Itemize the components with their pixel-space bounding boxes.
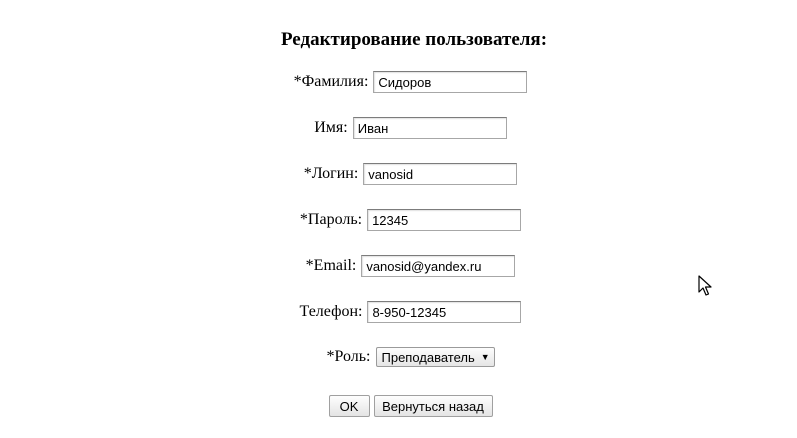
form-row-email (0, 254, 797, 278)
mouse-pointer-icon (698, 275, 712, 297)
form-row-login (0, 162, 797, 186)
back-button[interactable]: Вернуться назад (374, 395, 493, 417)
phone-input[interactable] (367, 301, 521, 323)
role-select[interactable] (376, 347, 495, 367)
surname-input[interactable] (373, 71, 527, 93)
login-input[interactable] (363, 163, 517, 185)
email-input[interactable] (361, 255, 515, 277)
form-actions (0, 394, 797, 418)
form-row-phone (0, 300, 797, 324)
name-label: Имя: (314, 119, 348, 136)
role-label: *Роль: (326, 348, 371, 365)
form-row-surname (0, 70, 797, 94)
form-row-password (0, 208, 797, 232)
form-row-role (0, 345, 797, 369)
page-title: Редактирование пользователя: (280, 29, 548, 50)
form-row-name (0, 116, 797, 140)
email-label: *Email: (305, 257, 357, 274)
login-label: *Логин: (303, 165, 359, 182)
password-input[interactable] (367, 209, 521, 231)
surname-label: *Фамилия: (293, 73, 369, 90)
password-label: *Пароль: (299, 211, 363, 228)
name-input[interactable] (353, 117, 507, 139)
role-selected-value: Преподаватель (381, 349, 475, 365)
phone-label: Телефон: (299, 303, 363, 320)
chevron-down-icon: ▼ (480, 352, 490, 362)
ok-button[interactable]: OK (329, 395, 370, 417)
